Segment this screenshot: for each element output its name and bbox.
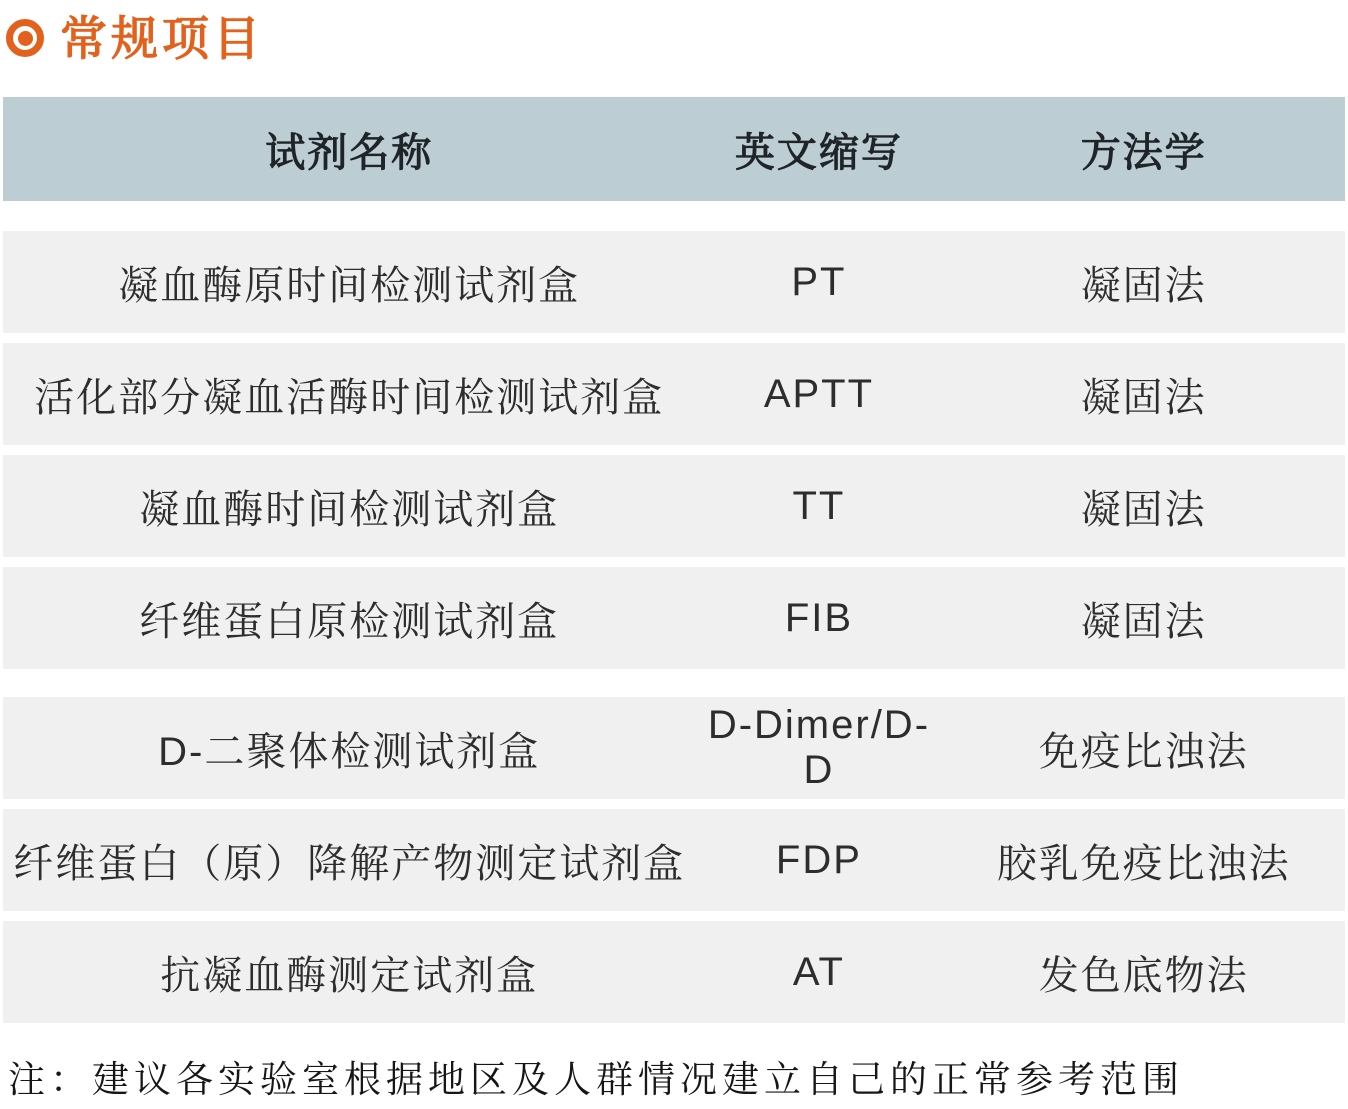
reagent-abbr: PT [791, 259, 847, 304]
reagent-abbr: APTT [763, 371, 875, 416]
reagent-method: 免疫比浊法 [1038, 729, 1249, 774]
column-header-abbreviation: 英文缩写 [734, 130, 903, 175]
reagent-abbr: TT [792, 483, 846, 528]
reagent-abbr: FIB [784, 595, 854, 640]
table-header-row [3, 97, 1345, 201]
reagent-name: 凝血酶原时间检测试剂盒 [118, 263, 581, 308]
bullseye-icon [6, 19, 44, 57]
reagent-name: 活化部分凝血活酶时间检测试剂盒 [34, 375, 665, 420]
reagent-method: 发色底物法 [1038, 953, 1249, 998]
reagent-abbr: D-Dimer/D-D [707, 703, 931, 792]
table-group-clotting [3, 231, 1345, 669]
column-header-reagent-name: 试剂名称 [265, 130, 434, 175]
reagent-method: 胶乳免疫比浊法 [996, 841, 1291, 886]
reagent-method: 凝固法 [1080, 487, 1207, 532]
table-row [3, 921, 1345, 1023]
reagent-name: 抗凝血酶测定试剂盒 [160, 953, 539, 998]
bullseye-dot [18, 31, 33, 46]
reagent-table [3, 97, 1345, 1023]
reagent-name: 凝血酶时间检测试剂盒 [139, 487, 560, 532]
reagent-abbr: FDP [775, 837, 862, 882]
table-row [3, 697, 1345, 799]
reagent-name: 纤维蛋白（原）降解产物测定试剂盒 [13, 841, 686, 886]
section-title-row [0, 0, 1348, 66]
reagent-method: 凝固法 [1080, 599, 1207, 644]
table-row [3, 455, 1345, 557]
table-group-immuno [3, 697, 1345, 1023]
page-title: 常规项目 [60, 11, 264, 65]
footnote: 注：建议各实验室根据地区及人群情况建立自己的正常参考范围 [8, 1060, 1184, 1101]
reagent-name: 纤维蛋白原检测试剂盒 [139, 599, 560, 644]
column-header-methodology: 方法学 [1080, 130, 1207, 175]
reagent-method: 凝固法 [1080, 263, 1207, 308]
reagent-method: 凝固法 [1080, 375, 1207, 420]
table-row [3, 231, 1345, 333]
reagent-abbr: AT [792, 949, 845, 994]
reagent-name: D-二聚体检测试剂盒 [158, 729, 541, 774]
table-row [3, 567, 1345, 669]
table-row [3, 809, 1345, 911]
table-row [3, 343, 1345, 445]
